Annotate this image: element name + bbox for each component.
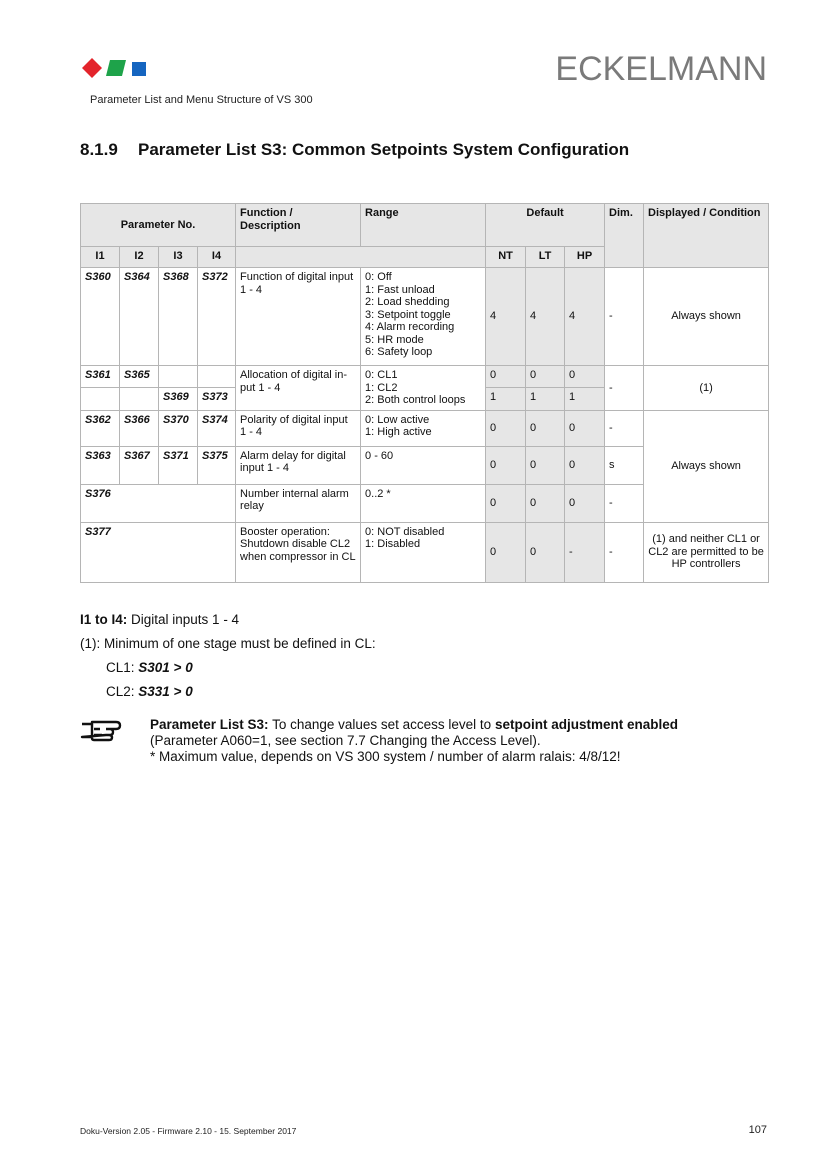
- default-hp: 0: [565, 366, 605, 388]
- default-hp: 0: [565, 410, 605, 446]
- note-inputs-text: Digital inputs 1 - 4: [127, 612, 240, 627]
- param-dim: -: [605, 410, 644, 446]
- param-range: 0..2 *: [361, 484, 486, 522]
- default-lt: 0: [526, 366, 565, 388]
- param-i4: S374: [198, 410, 236, 446]
- param-i2: S364: [120, 268, 159, 366]
- range-line: 0: NOT disabled: [365, 525, 445, 538]
- param-range: [361, 410, 486, 446]
- pointing-hand-icon: [80, 718, 122, 744]
- param-i2: S365: [120, 366, 159, 388]
- header-nt: NT: [486, 247, 526, 268]
- header-range: Range: [361, 204, 486, 247]
- default-hp: 0: [565, 484, 605, 522]
- footer-version: Doku-Version 2.05 - Firmware 2.10 - 15. September 2017: [80, 1126, 297, 1136]
- note-inputs: [80, 612, 239, 627]
- param-i1: S362: [81, 410, 120, 446]
- param-dim: s: [605, 446, 644, 484]
- param-i3: S370: [159, 410, 198, 446]
- default-hp: 0: [565, 446, 605, 484]
- table-row: [81, 410, 769, 446]
- param-i2: S366: [120, 410, 159, 446]
- header-parameter-no: Parameter No.: [81, 204, 236, 247]
- header-hp: HP: [565, 247, 605, 268]
- note-min-stage: (1): Minimum of one stage must be defined in CL:: [80, 636, 376, 651]
- param-i3: S371: [159, 446, 198, 484]
- header-i4: I4: [198, 247, 236, 268]
- document-subtitle: Parameter List and Menu Structure of VS 300: [90, 94, 313, 106]
- param-function: Alarm delay for digital input 1 - 4: [236, 446, 361, 484]
- param-function: Booster operation: Shutdown disable CL2 when compressor in CL: [236, 522, 361, 582]
- default-hp: 1: [565, 388, 605, 410]
- default-nt: 4: [486, 268, 526, 366]
- param-dim: -: [605, 522, 644, 582]
- table-header-row: [81, 204, 769, 247]
- default-lt: 4: [526, 268, 565, 366]
- range-line: 5: HR mode: [365, 333, 424, 346]
- param-displayed: Always shown: [644, 410, 769, 522]
- param-i4: S375: [198, 446, 236, 484]
- note-cl1: [106, 660, 193, 675]
- param-i1: S377: [81, 522, 236, 582]
- brand-name: ECKELMANN: [555, 50, 767, 88]
- default-lt: 0: [526, 410, 565, 446]
- range-line: 1: High active: [365, 426, 432, 438]
- param-dim: -: [605, 484, 644, 522]
- default-lt: 0: [526, 446, 565, 484]
- param-displayed: Always shown: [644, 268, 769, 366]
- range-line: 2: Load shedding: [365, 296, 450, 308]
- section-number: 8.1.9: [80, 140, 118, 159]
- header-blank: [236, 247, 486, 268]
- note-inputs-label: I1 to I4:: [80, 612, 128, 627]
- param-displayed: (1) and neither CL1 or CL2 are permitted to be HP controllers: [644, 522, 769, 582]
- company-logo: [80, 56, 148, 80]
- param-i1: [81, 388, 120, 410]
- range-line: 1: Fast unload: [365, 283, 435, 296]
- param-function: Function of digital input 1 - 4: [236, 268, 361, 366]
- section-title: Parameter List S3: Common Setpoints System Configuration: [138, 140, 630, 159]
- param-i3: [159, 366, 198, 388]
- param-i4: [198, 366, 236, 388]
- header-default: Default: [486, 204, 605, 247]
- param-i4: S373: [198, 388, 236, 410]
- hint-line-3: * Maximum value, depends on VS 300 system / number of alarm ralais: 4/8/12!: [150, 749, 621, 764]
- param-i1: S363: [81, 446, 120, 484]
- range-line: 0: CL1: [365, 369, 398, 381]
- hint-bold: setpoint adjustment enabled: [494, 717, 678, 732]
- range-line: 1: CL2: [365, 381, 398, 394]
- param-dim: -: [605, 366, 644, 411]
- parameter-table: [80, 203, 769, 583]
- table-row: [81, 522, 769, 582]
- hint-title: Parameter List S3:: [150, 717, 269, 732]
- note-cl2-label: CL2:: [106, 684, 139, 699]
- header-function: Function / Description: [236, 204, 361, 247]
- page-number: 107: [748, 1124, 767, 1136]
- hint-line-2: (Parameter A060=1, see section 7.7 Changing the Access Level).: [150, 733, 541, 748]
- param-function: Allocation of digital in-put 1 - 4: [236, 366, 361, 411]
- range-line: 2: Both control loops: [365, 394, 466, 406]
- param-range: [361, 268, 486, 366]
- note-cl2: [106, 684, 193, 699]
- param-i3: S368: [159, 268, 198, 366]
- param-range: 0 - 60: [361, 446, 486, 484]
- param-i2: S367: [120, 446, 159, 484]
- section-heading: [80, 140, 629, 160]
- param-function: Number internal alarm relay: [236, 484, 361, 522]
- default-nt: 0: [486, 446, 526, 484]
- range-line: 4: Alarm recording: [365, 321, 455, 333]
- param-i1: S361: [81, 366, 120, 388]
- header-lt: LT: [526, 247, 565, 268]
- param-range: [361, 522, 486, 582]
- param-dim: -: [605, 268, 644, 366]
- hint-text: [150, 717, 770, 765]
- hint-text-part: To change values set access level to: [268, 717, 495, 732]
- param-i2: [120, 388, 159, 410]
- range-line: 0: Off: [365, 271, 392, 283]
- range-line: 6: Safety loop: [365, 346, 433, 358]
- default-nt: 0: [486, 522, 526, 582]
- header-displayed: Displayed / Condition: [644, 204, 769, 268]
- default-lt: 0: [526, 484, 565, 522]
- note-cl1-value: S301 > 0: [138, 660, 193, 675]
- hint-line-1: [150, 717, 770, 733]
- note-cl2-value: S331 > 0: [138, 684, 193, 699]
- param-i1: S360: [81, 268, 120, 366]
- header-i2: I2: [120, 247, 159, 268]
- default-nt: 0: [486, 366, 526, 388]
- default-nt: 0: [486, 484, 526, 522]
- table-row: [81, 268, 769, 366]
- default-hp: -: [565, 522, 605, 582]
- header-dim: Dim.: [605, 204, 644, 268]
- range-line: 3: Setpoint toggle: [365, 308, 451, 321]
- range-line: 0: Low active: [365, 413, 430, 426]
- range-line: 1: Disabled: [365, 538, 421, 550]
- default-nt: 1: [486, 388, 526, 410]
- param-function: Polarity of digital input 1 - 4: [236, 410, 361, 446]
- default-hp: 4: [565, 268, 605, 366]
- default-lt: 0: [526, 522, 565, 582]
- param-i3: S369: [159, 388, 198, 410]
- header-i3: I3: [159, 247, 198, 268]
- default-nt: 0: [486, 410, 526, 446]
- param-displayed: (1): [644, 366, 769, 411]
- param-i4: S372: [198, 268, 236, 366]
- header-i1: I1: [81, 247, 120, 268]
- note-cl1-label: CL1:: [106, 660, 139, 675]
- param-i1: S376: [81, 484, 236, 522]
- default-lt: 1: [526, 388, 565, 410]
- table-row: [81, 366, 769, 388]
- param-range: [361, 366, 486, 411]
